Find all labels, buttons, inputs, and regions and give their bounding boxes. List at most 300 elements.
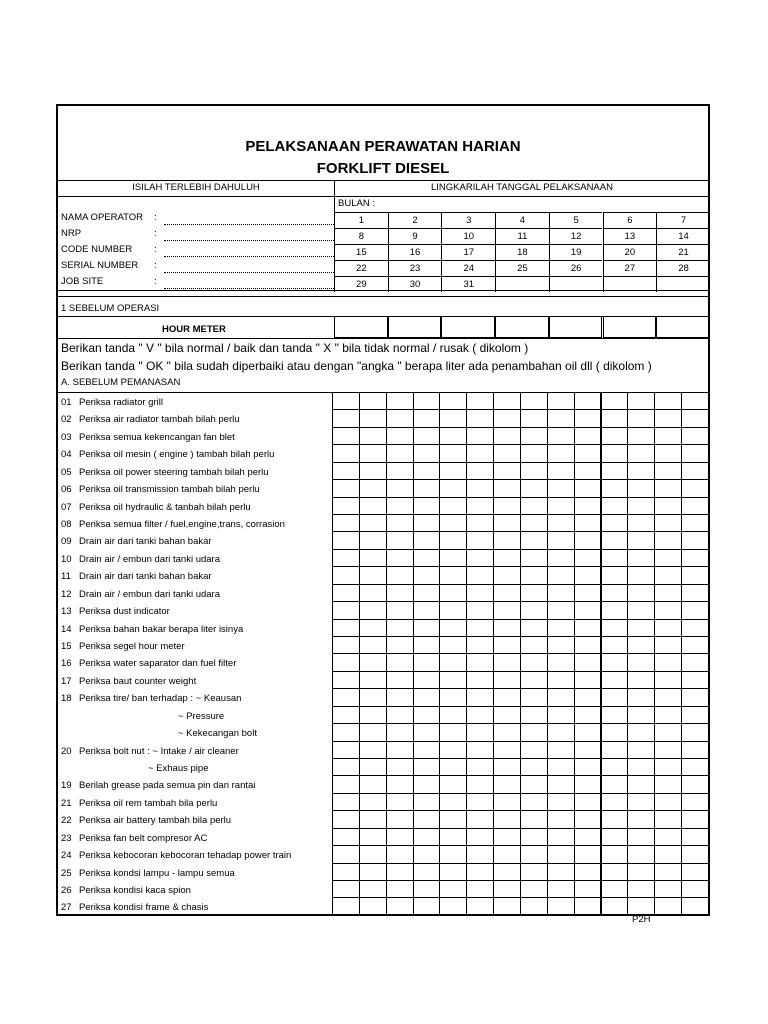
check-cell[interactable] xyxy=(413,584,441,602)
check-cell[interactable] xyxy=(547,653,575,671)
check-cell[interactable] xyxy=(574,427,602,445)
check-cell[interactable] xyxy=(332,619,360,637)
check-cell[interactable] xyxy=(466,741,494,759)
check-cell[interactable] xyxy=(359,828,387,846)
check-cell[interactable] xyxy=(493,880,521,898)
check-cell[interactable] xyxy=(493,863,521,881)
check-cell[interactable] xyxy=(681,601,709,619)
check-cell[interactable] xyxy=(386,444,414,462)
check-cell[interactable] xyxy=(547,531,575,549)
check-cell[interactable] xyxy=(493,444,521,462)
date-cell[interactable]: 13 xyxy=(603,228,657,244)
check-cell[interactable] xyxy=(654,584,682,602)
check-cell[interactable] xyxy=(439,462,467,480)
check-cell[interactable] xyxy=(547,706,575,724)
check-cell[interactable] xyxy=(413,392,441,410)
check-cell[interactable] xyxy=(413,775,441,793)
check-cell[interactable] xyxy=(547,845,575,863)
check-cell[interactable] xyxy=(493,462,521,480)
check-cell[interactable] xyxy=(359,462,387,480)
check-cell[interactable] xyxy=(627,392,655,410)
check-cell[interactable] xyxy=(520,706,548,724)
check-cell[interactable] xyxy=(386,706,414,724)
check-cell[interactable] xyxy=(547,514,575,532)
check-cell[interactable] xyxy=(681,392,709,410)
check-cell[interactable] xyxy=(574,479,602,497)
check-cell[interactable] xyxy=(601,723,629,741)
date-cell[interactable]: 29 xyxy=(334,276,388,292)
check-cell[interactable] xyxy=(654,462,682,480)
check-cell[interactable] xyxy=(627,514,655,532)
check-cell[interactable] xyxy=(466,880,494,898)
check-cell[interactable] xyxy=(413,566,441,584)
check-cell[interactable] xyxy=(359,409,387,427)
check-cell[interactable] xyxy=(359,863,387,881)
check-cell[interactable] xyxy=(547,775,575,793)
check-cell[interactable] xyxy=(520,531,548,549)
check-cell[interactable] xyxy=(332,828,360,846)
date-cell[interactable]: 24 xyxy=(441,260,495,276)
check-cell[interactable] xyxy=(681,688,709,706)
check-cell[interactable] xyxy=(386,479,414,497)
date-cell[interactable]: 1 xyxy=(334,212,388,228)
check-cell[interactable] xyxy=(359,897,387,915)
check-cell[interactable] xyxy=(359,619,387,637)
date-cell[interactable]: 3 xyxy=(441,212,495,228)
check-cell[interactable] xyxy=(627,636,655,654)
check-cell[interactable] xyxy=(359,427,387,445)
check-cell[interactable] xyxy=(574,880,602,898)
check-cell[interactable] xyxy=(681,863,709,881)
hour-meter-cell[interactable] xyxy=(388,316,442,338)
date-cell[interactable]: 6 xyxy=(603,212,657,228)
check-cell[interactable] xyxy=(654,723,682,741)
check-cell[interactable] xyxy=(547,566,575,584)
check-cell[interactable] xyxy=(574,758,602,776)
check-cell[interactable] xyxy=(439,706,467,724)
check-cell[interactable] xyxy=(601,584,629,602)
date-cell[interactable]: 2 xyxy=(388,212,442,228)
check-cell[interactable] xyxy=(413,479,441,497)
date-cell[interactable]: 30 xyxy=(388,276,442,292)
check-cell[interactable] xyxy=(493,688,521,706)
check-cell[interactable] xyxy=(654,427,682,445)
check-cell[interactable] xyxy=(493,619,521,637)
check-cell[interactable] xyxy=(386,828,414,846)
check-cell[interactable] xyxy=(520,671,548,689)
check-cell[interactable] xyxy=(681,723,709,741)
check-cell[interactable] xyxy=(466,409,494,427)
check-cell[interactable] xyxy=(627,462,655,480)
check-cell[interactable] xyxy=(413,462,441,480)
check-cell[interactable] xyxy=(386,584,414,602)
check-cell[interactable] xyxy=(359,566,387,584)
check-cell[interactable] xyxy=(493,653,521,671)
check-cell[interactable] xyxy=(627,409,655,427)
check-cell[interactable] xyxy=(386,619,414,637)
check-cell[interactable] xyxy=(520,828,548,846)
check-cell[interactable] xyxy=(386,409,414,427)
check-cell[interactable] xyxy=(547,619,575,637)
check-cell[interactable] xyxy=(574,566,602,584)
check-cell[interactable] xyxy=(627,619,655,637)
check-cell[interactable] xyxy=(654,514,682,532)
check-cell[interactable] xyxy=(359,758,387,776)
date-cell[interactable]: 23 xyxy=(388,260,442,276)
check-cell[interactable] xyxy=(627,793,655,811)
check-cell[interactable] xyxy=(627,775,655,793)
check-cell[interactable] xyxy=(466,392,494,410)
check-cell[interactable] xyxy=(654,897,682,915)
check-cell[interactable] xyxy=(627,880,655,898)
check-cell[interactable] xyxy=(332,810,360,828)
check-cell[interactable] xyxy=(574,497,602,515)
check-cell[interactable] xyxy=(359,706,387,724)
check-cell[interactable] xyxy=(413,706,441,724)
check-cell[interactable] xyxy=(493,497,521,515)
check-cell[interactable] xyxy=(520,723,548,741)
check-cell[interactable] xyxy=(601,444,629,462)
check-cell[interactable] xyxy=(359,514,387,532)
check-cell[interactable] xyxy=(359,810,387,828)
check-cell[interactable] xyxy=(520,653,548,671)
check-cell[interactable] xyxy=(413,636,441,654)
check-cell[interactable] xyxy=(413,793,441,811)
check-cell[interactable] xyxy=(386,514,414,532)
check-cell[interactable] xyxy=(413,601,441,619)
check-cell[interactable] xyxy=(520,514,548,532)
date-cell[interactable]: 4 xyxy=(495,212,549,228)
check-cell[interactable] xyxy=(547,758,575,776)
check-cell[interactable] xyxy=(574,462,602,480)
check-cell[interactable] xyxy=(520,758,548,776)
check-cell[interactable] xyxy=(386,688,414,706)
check-cell[interactable] xyxy=(601,409,629,427)
date-cell[interactable]: 17 xyxy=(441,244,495,260)
check-cell[interactable] xyxy=(466,845,494,863)
check-cell[interactable] xyxy=(439,758,467,776)
check-cell[interactable] xyxy=(466,531,494,549)
check-cell[interactable] xyxy=(601,810,629,828)
check-cell[interactable] xyxy=(359,444,387,462)
check-cell[interactable] xyxy=(332,514,360,532)
check-cell[interactable] xyxy=(654,601,682,619)
check-cell[interactable] xyxy=(574,741,602,759)
check-cell[interactable] xyxy=(439,671,467,689)
check-cell[interactable] xyxy=(520,549,548,567)
check-cell[interactable] xyxy=(574,392,602,410)
check-cell[interactable] xyxy=(681,775,709,793)
check-cell[interactable] xyxy=(493,514,521,532)
check-cell[interactable] xyxy=(332,775,360,793)
check-cell[interactable] xyxy=(413,549,441,567)
check-cell[interactable] xyxy=(493,549,521,567)
check-cell[interactable] xyxy=(681,880,709,898)
check-cell[interactable] xyxy=(574,897,602,915)
check-cell[interactable] xyxy=(627,427,655,445)
check-cell[interactable] xyxy=(681,653,709,671)
check-cell[interactable] xyxy=(627,531,655,549)
check-cell[interactable] xyxy=(547,723,575,741)
check-cell[interactable] xyxy=(386,462,414,480)
check-cell[interactable] xyxy=(681,636,709,654)
check-cell[interactable] xyxy=(601,497,629,515)
check-cell[interactable] xyxy=(466,427,494,445)
check-cell[interactable] xyxy=(601,775,629,793)
check-cell[interactable] xyxy=(627,706,655,724)
check-cell[interactable] xyxy=(493,828,521,846)
check-cell[interactable] xyxy=(386,741,414,759)
check-cell[interactable] xyxy=(466,636,494,654)
check-cell[interactable] xyxy=(681,828,709,846)
check-cell[interactable] xyxy=(654,880,682,898)
check-cell[interactable] xyxy=(332,549,360,567)
check-cell[interactable] xyxy=(654,444,682,462)
check-cell[interactable] xyxy=(439,897,467,915)
check-cell[interactable] xyxy=(627,479,655,497)
check-cell[interactable] xyxy=(439,880,467,898)
check-cell[interactable] xyxy=(359,636,387,654)
check-cell[interactable] xyxy=(439,793,467,811)
check-cell[interactable] xyxy=(627,566,655,584)
check-cell[interactable] xyxy=(654,793,682,811)
check-cell[interactable] xyxy=(332,392,360,410)
check-cell[interactable] xyxy=(547,409,575,427)
check-cell[interactable] xyxy=(493,479,521,497)
hour-meter-cell[interactable] xyxy=(441,316,495,338)
check-cell[interactable] xyxy=(547,392,575,410)
date-cell[interactable]: 12 xyxy=(549,228,603,244)
hour-meter-cell[interactable] xyxy=(549,316,603,338)
check-cell[interactable] xyxy=(386,723,414,741)
check-cell[interactable] xyxy=(413,688,441,706)
check-cell[interactable] xyxy=(386,863,414,881)
check-cell[interactable] xyxy=(386,653,414,671)
check-cell[interactable] xyxy=(439,444,467,462)
check-cell[interactable] xyxy=(627,549,655,567)
check-cell[interactable] xyxy=(574,706,602,724)
field-input-line[interactable] xyxy=(164,272,334,273)
check-cell[interactable] xyxy=(547,584,575,602)
check-cell[interactable] xyxy=(386,845,414,863)
check-cell[interactable] xyxy=(654,758,682,776)
check-cell[interactable] xyxy=(466,688,494,706)
check-cell[interactable] xyxy=(466,810,494,828)
check-cell[interactable] xyxy=(332,566,360,584)
check-cell[interactable] xyxy=(413,810,441,828)
check-cell[interactable] xyxy=(601,427,629,445)
check-cell[interactable] xyxy=(547,741,575,759)
check-cell[interactable] xyxy=(466,514,494,532)
check-cell[interactable] xyxy=(493,584,521,602)
check-cell[interactable] xyxy=(332,409,360,427)
check-cell[interactable] xyxy=(601,828,629,846)
check-cell[interactable] xyxy=(332,793,360,811)
check-cell[interactable] xyxy=(359,584,387,602)
date-cell[interactable]: 8 xyxy=(334,228,388,244)
field-input-line[interactable] xyxy=(164,288,334,289)
check-cell[interactable] xyxy=(547,462,575,480)
check-cell[interactable] xyxy=(413,409,441,427)
check-cell[interactable] xyxy=(493,671,521,689)
check-cell[interactable] xyxy=(601,549,629,567)
check-cell[interactable] xyxy=(466,863,494,881)
check-cell[interactable] xyxy=(654,409,682,427)
check-cell[interactable] xyxy=(493,706,521,724)
check-cell[interactable] xyxy=(386,497,414,515)
check-cell[interactable] xyxy=(574,775,602,793)
check-cell[interactable] xyxy=(359,549,387,567)
check-cell[interactable] xyxy=(386,897,414,915)
check-cell[interactable] xyxy=(493,531,521,549)
check-cell[interactable] xyxy=(574,845,602,863)
check-cell[interactable] xyxy=(627,688,655,706)
check-cell[interactable] xyxy=(547,880,575,898)
check-cell[interactable] xyxy=(386,810,414,828)
check-cell[interactable] xyxy=(547,863,575,881)
check-cell[interactable] xyxy=(413,444,441,462)
date-cell[interactable]: 20 xyxy=(603,244,657,260)
check-cell[interactable] xyxy=(574,584,602,602)
check-cell[interactable] xyxy=(413,897,441,915)
check-cell[interactable] xyxy=(413,427,441,445)
check-cell[interactable] xyxy=(439,601,467,619)
check-cell[interactable] xyxy=(332,706,360,724)
check-cell[interactable] xyxy=(520,444,548,462)
check-cell[interactable] xyxy=(359,741,387,759)
check-cell[interactable] xyxy=(520,601,548,619)
check-cell[interactable] xyxy=(466,653,494,671)
check-cell[interactable] xyxy=(413,619,441,637)
check-cell[interactable] xyxy=(601,845,629,863)
check-cell[interactable] xyxy=(574,409,602,427)
check-cell[interactable] xyxy=(413,514,441,532)
check-cell[interactable] xyxy=(359,497,387,515)
check-cell[interactable] xyxy=(493,897,521,915)
check-cell[interactable] xyxy=(439,427,467,445)
check-cell[interactable] xyxy=(574,828,602,846)
check-cell[interactable] xyxy=(332,636,360,654)
check-cell[interactable] xyxy=(520,880,548,898)
check-cell[interactable] xyxy=(654,741,682,759)
check-cell[interactable] xyxy=(332,531,360,549)
check-cell[interactable] xyxy=(332,427,360,445)
check-cell[interactable] xyxy=(439,863,467,881)
check-cell[interactable] xyxy=(439,688,467,706)
check-cell[interactable] xyxy=(332,845,360,863)
check-cell[interactable] xyxy=(627,741,655,759)
check-cell[interactable] xyxy=(654,636,682,654)
check-cell[interactable] xyxy=(413,653,441,671)
check-cell[interactable] xyxy=(601,793,629,811)
check-cell[interactable] xyxy=(601,566,629,584)
hour-meter-cell[interactable] xyxy=(334,316,388,338)
check-cell[interactable] xyxy=(574,514,602,532)
check-cell[interactable] xyxy=(601,706,629,724)
check-cell[interactable] xyxy=(654,566,682,584)
check-cell[interactable] xyxy=(547,479,575,497)
check-cell[interactable] xyxy=(601,462,629,480)
date-cell[interactable]: 11 xyxy=(495,228,549,244)
check-cell[interactable] xyxy=(547,688,575,706)
check-cell[interactable] xyxy=(520,427,548,445)
check-cell[interactable] xyxy=(386,392,414,410)
check-cell[interactable] xyxy=(681,514,709,532)
check-cell[interactable] xyxy=(386,671,414,689)
check-cell[interactable] xyxy=(359,601,387,619)
date-cell[interactable]: 31 xyxy=(441,276,495,292)
check-cell[interactable] xyxy=(520,462,548,480)
check-cell[interactable] xyxy=(493,793,521,811)
check-cell[interactable] xyxy=(574,653,602,671)
date-cell[interactable]: 18 xyxy=(495,244,549,260)
check-cell[interactable] xyxy=(332,497,360,515)
check-cell[interactable] xyxy=(439,392,467,410)
check-cell[interactable] xyxy=(520,566,548,584)
check-cell[interactable] xyxy=(681,479,709,497)
check-cell[interactable] xyxy=(681,897,709,915)
check-cell[interactable] xyxy=(654,810,682,828)
check-cell[interactable] xyxy=(574,810,602,828)
check-cell[interactable] xyxy=(386,427,414,445)
check-cell[interactable] xyxy=(520,863,548,881)
check-cell[interactable] xyxy=(574,444,602,462)
check-cell[interactable] xyxy=(359,793,387,811)
check-cell[interactable] xyxy=(493,409,521,427)
hour-meter-cell[interactable] xyxy=(495,316,549,338)
check-cell[interactable] xyxy=(601,880,629,898)
check-cell[interactable] xyxy=(332,880,360,898)
check-cell[interactable] xyxy=(386,566,414,584)
check-cell[interactable] xyxy=(359,723,387,741)
check-cell[interactable] xyxy=(332,584,360,602)
check-cell[interactable] xyxy=(493,775,521,793)
check-cell[interactable] xyxy=(466,566,494,584)
check-cell[interactable] xyxy=(386,880,414,898)
check-cell[interactable] xyxy=(466,549,494,567)
check-cell[interactable] xyxy=(654,845,682,863)
date-cell[interactable]: 15 xyxy=(334,244,388,260)
check-cell[interactable] xyxy=(601,619,629,637)
check-cell[interactable] xyxy=(654,392,682,410)
check-cell[interactable] xyxy=(359,775,387,793)
check-cell[interactable] xyxy=(574,863,602,881)
check-cell[interactable] xyxy=(413,723,441,741)
check-cell[interactable] xyxy=(466,828,494,846)
date-cell[interactable]: 22 xyxy=(334,260,388,276)
check-cell[interactable] xyxy=(627,671,655,689)
check-cell[interactable] xyxy=(359,392,387,410)
check-cell[interactable] xyxy=(332,758,360,776)
check-cell[interactable] xyxy=(654,671,682,689)
check-cell[interactable] xyxy=(601,653,629,671)
check-cell[interactable] xyxy=(654,706,682,724)
check-cell[interactable] xyxy=(547,897,575,915)
field-input-line[interactable] xyxy=(164,256,334,257)
check-cell[interactable] xyxy=(520,584,548,602)
check-cell[interactable] xyxy=(520,793,548,811)
check-cell[interactable] xyxy=(547,601,575,619)
date-cell[interactable]: 7 xyxy=(656,212,710,228)
check-cell[interactable] xyxy=(520,845,548,863)
check-cell[interactable] xyxy=(681,427,709,445)
check-cell[interactable] xyxy=(520,775,548,793)
check-cell[interactable] xyxy=(547,549,575,567)
check-cell[interactable] xyxy=(681,531,709,549)
check-cell[interactable] xyxy=(574,688,602,706)
check-cell[interactable] xyxy=(359,531,387,549)
check-cell[interactable] xyxy=(547,828,575,846)
